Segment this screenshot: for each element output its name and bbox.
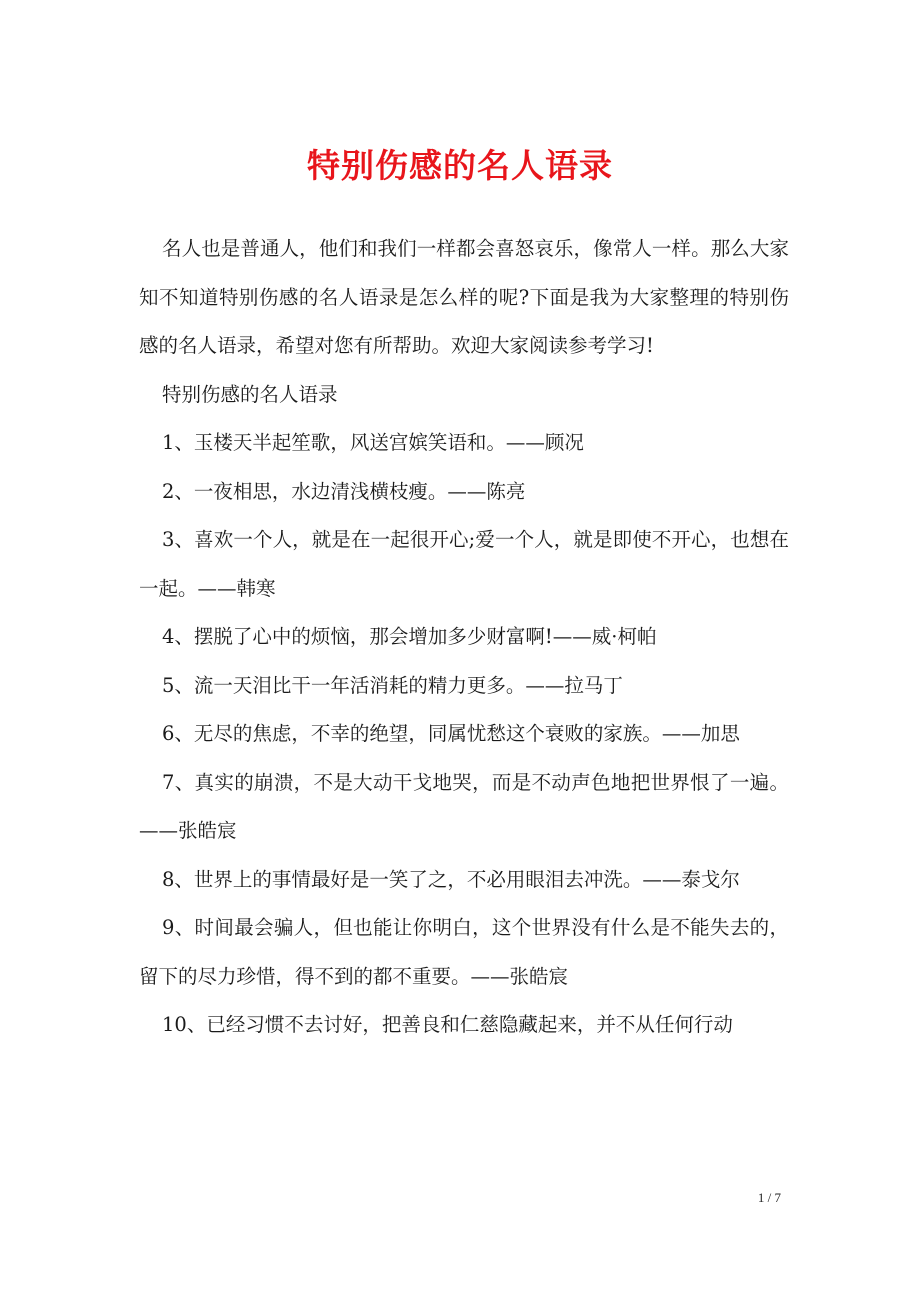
document-title: 特别伤感的名人语录	[307, 146, 613, 185]
quote-item: 4、摆脱了心中的烦恼，那会增加多少财富啊!——威·柯帕	[162, 625, 657, 648]
intro-paragraph: 名人也是普通人，他们和我们一样都会喜怒哀乐，像常人一样。那么大家知不知道特别伤感的名人语录是怎么样的呢?下面是我为大家整理的特别伤感的名人语录，希望对您有所帮助。欢迎大家阅读参考学习!	[139, 237, 789, 357]
section-subheading: 特别伤感的名人语录	[162, 382, 338, 406]
quote-item: 8、世界上的事情最好是一笑了之，不必用眼泪去冲洗。——泰戈尔	[162, 867, 740, 891]
quote-item: 10、已经习惯不去讨好，把善良和仁慈隐藏起来，并不从任何行动	[162, 1013, 733, 1036]
quote-item: 6、无尽的焦虑，不幸的绝望，同属忧愁这个衰败的家族。——加思	[162, 722, 740, 745]
page-number: 1 / 7	[757, 1190, 781, 1205]
quote-item: 2、一夜相思，水边清浅横枝瘦。——陈亮	[162, 479, 526, 503]
quote-item: 5、流一天泪比干一年活消耗的精力更多。——拉马丁	[162, 673, 623, 697]
quote-item: 7、真实的崩溃，不是大动干戈地哭，而是不动声色地把世界恨了一遍。——张皓宸	[139, 770, 789, 842]
quote-item: 1、玉楼天半起笙歌，风送宫嫔笑语和。——顾况	[162, 431, 584, 454]
document-body	[139, 225, 789, 1050]
quote-item: 9、时间最会骗人，但也能让你明白，这个世界没有什么是不能失去的，留下的尽力珍惜，得不到的都不重要。——张皓宸	[139, 916, 789, 988]
quote-item: 3、喜欢一个人，就是在一起很开心;爱一个人，就是即使不开心，也想在一起。——韩寒	[139, 528, 789, 600]
